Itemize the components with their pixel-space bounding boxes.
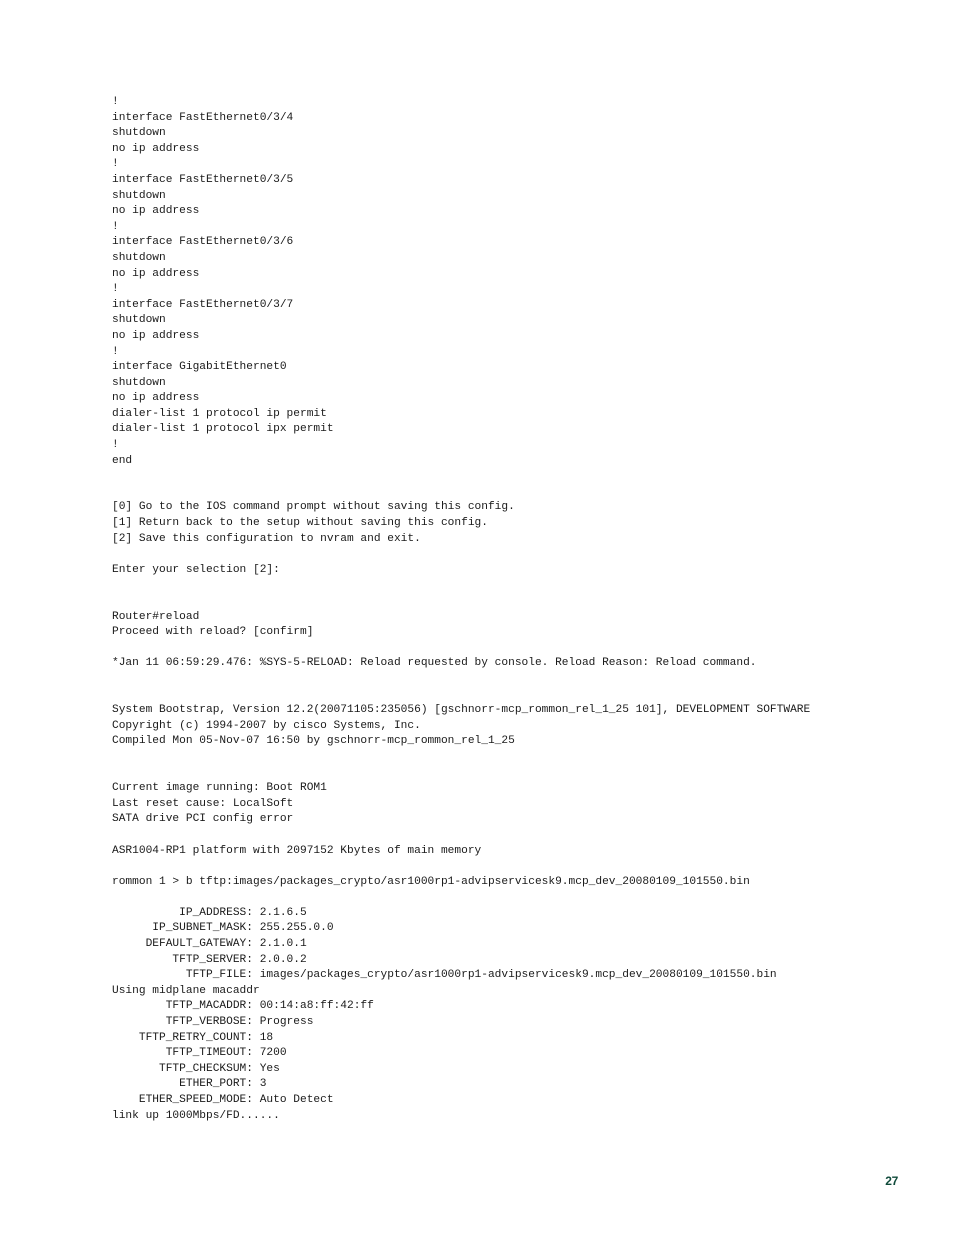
console-line: shutdown (112, 251, 166, 264)
console-line: no ip address (112, 205, 200, 218)
console-line: TFTP_MACADDR: 00:14:a8:ff:42:ff (112, 1000, 374, 1013)
console-line: ASR1004-RP1 platform with 2097152 Kbytes of main memory (112, 844, 482, 857)
console-line: System Bootstrap, Version 12.2(20071105:235056) [gschnorr-mcp_rommon_rel_1_25 101], DEVELOPMENT SOFTWARE (112, 704, 811, 717)
console-line: shutdown (112, 189, 166, 202)
console-line (112, 485, 932, 501)
console-line: ! (112, 158, 119, 171)
console-line: end (112, 454, 133, 467)
console-line: dialer-list 1 protocol ipx permit (112, 423, 334, 436)
console-line: ! (112, 439, 119, 452)
console-line: TFTP_RETRY_COUNT: 18 (112, 1031, 274, 1044)
console-line: Router#reload (112, 610, 200, 623)
console-line: no ip address (112, 142, 200, 155)
console-line (112, 547, 932, 563)
page-number: 27 (885, 1174, 898, 1188)
console-line (112, 688, 932, 704)
console-line: ! (112, 96, 119, 108)
console-line: interface GigabitEthernet0 (112, 361, 287, 374)
console-line: Using midplane macaddr (112, 984, 260, 997)
console-line: interface FastEthernet0/3/7 (112, 298, 294, 311)
console-line: shutdown (112, 314, 166, 327)
console-line: ETHER_SPEED_MODE: Auto Detect (112, 1094, 334, 1106)
console-line: [0] Go to the IOS command prompt without saving this config. (112, 501, 515, 514)
console-line: ! (112, 345, 119, 358)
console-line: Compiled Mon 05-Nov-07 16:50 by gschnorr-mcp_rommon_rel_1_25 (112, 735, 515, 748)
console-line: DEFAULT_GATEWAY: 2.1.0.1 (112, 938, 307, 951)
console-line (112, 672, 932, 688)
console-line: TFTP_VERBOSE: Progress (112, 1016, 314, 1029)
console-line (112, 578, 932, 594)
console-line (112, 859, 932, 875)
console-line: rommon 1 > b tftp:images/packages_crypto/asr1000rp1-advipservicesk9.mcp_dev_20080109_101550.bin (112, 875, 750, 888)
console-line (112, 469, 932, 485)
console-line: IP_ADDRESS: 2.1.6.5 (112, 906, 307, 919)
console-output (112, 95, 932, 1124)
console-line: Copyright (c) 1994-2007 by cisco Systems, Inc. (112, 719, 421, 732)
console-line: Enter your selection [2]: (112, 563, 280, 576)
console-line: shutdown (112, 376, 166, 389)
console-line: SATA drive PCI config error (112, 813, 294, 826)
console-line: interface FastEthernet0/3/4 (112, 111, 294, 124)
console-line: TFTP_SERVER: 2.0.0.2 (112, 953, 307, 966)
console-line (112, 641, 932, 657)
console-line: shutdown (112, 127, 166, 140)
console-line: ! (112, 283, 119, 296)
console-line: no ip address (112, 267, 200, 280)
console-line (112, 750, 932, 766)
console-line: interface FastEthernet0/3/5 (112, 173, 294, 186)
console-line (112, 594, 932, 610)
console-line: [1] Return back to the setup without saving this config. (112, 517, 488, 530)
console-line: TFTP_FILE: images/packages_crypto/asr1000rp1-advipservicesk9.mcp_dev_20080109_101550.bin (112, 969, 777, 982)
console-line: ! (112, 220, 119, 233)
console-line: dialer-list 1 protocol ip permit (112, 407, 327, 420)
console-line: [2] Save this configuration to nvram and exit. (112, 532, 421, 545)
console-line: no ip address (112, 329, 200, 342)
console-line: no ip address (112, 392, 200, 405)
console-line: IP_SUBNET_MASK: 255.255.0.0 (112, 922, 334, 935)
console-line: TFTP_CHECKSUM: Yes (112, 1062, 280, 1075)
console-line (112, 766, 932, 782)
console-line: *Jan 11 06:59:29.476: %SYS-5-RELOAD: Reload requested by console. Reload Reason: Reload command. (112, 657, 757, 670)
console-line: Last reset cause: LocalSoft (112, 797, 294, 810)
console-line (112, 828, 932, 844)
console-line: TFTP_TIMEOUT: 7200 (112, 1047, 287, 1060)
console-line: interface FastEthernet0/3/6 (112, 236, 294, 249)
console-line: ETHER_PORT: 3 (112, 1078, 267, 1091)
console-line (112, 890, 932, 906)
console-line: link up 1000Mbps/FD...... (112, 1109, 280, 1122)
console-line: Proceed with reload? [confirm] (112, 626, 314, 639)
console-line: Current image running: Boot ROM1 (112, 782, 327, 795)
